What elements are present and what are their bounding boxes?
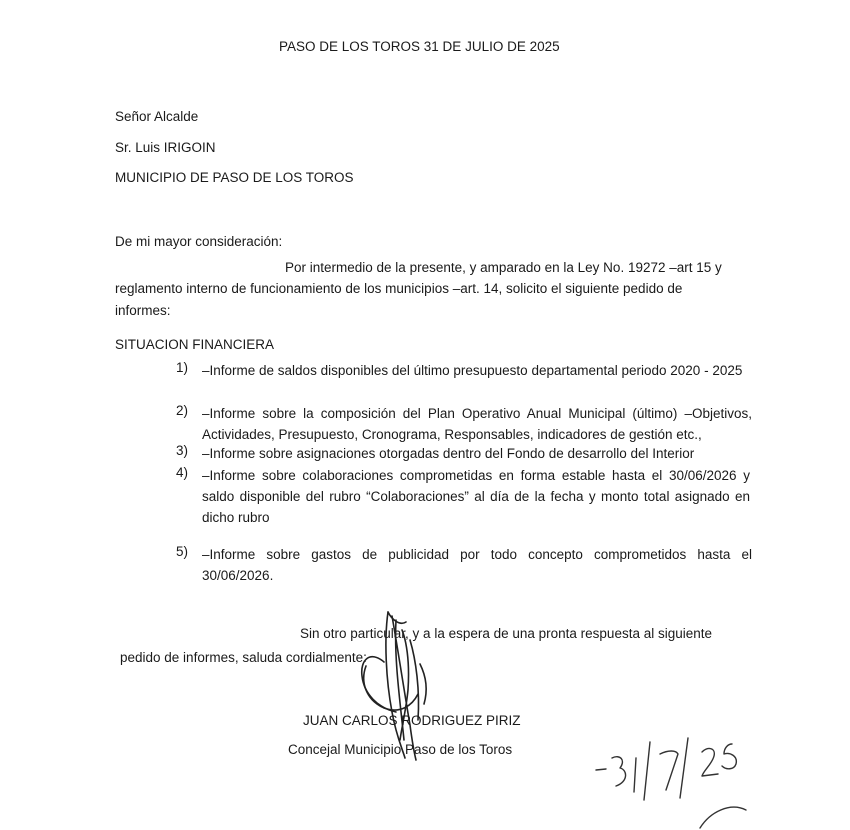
date-line: PASO DE LOS TOROS 31 DE JULIO DE 2025 xyxy=(279,39,560,54)
list-item-number: 3) xyxy=(176,443,189,458)
intro-line-2: reglamento interno de funcionamiento de los municipios –art. 14, solicito el siguiente pedido de xyxy=(115,281,683,296)
list-item-text: –Informe de saldos disponibles del último presupuesto departamental periodo 2020 - 2025 xyxy=(202,363,743,378)
recipient-name: Sr. Luis IRIGOIN xyxy=(115,140,216,155)
salutation: De mi mayor consideración: xyxy=(115,234,283,249)
intro-line-3: informes: xyxy=(115,303,171,318)
signer-role: Concejal Municipio Paso de los Toros xyxy=(288,742,513,757)
list-item-number: 2) xyxy=(176,403,189,418)
recipient-title: Señor Alcalde xyxy=(115,109,199,124)
section-title: SITUACION FINANCIERA xyxy=(115,337,275,352)
list-item-text: –Informe sobre la composición del Plan Operativo Anual Municipal (último) –Objetivos, Actividades, Presupuesto, Cronograma, Responsables, indicadores de gestión etc., xyxy=(202,406,752,442)
list-item-text: –Informe sobre gastos de publicidad por todo concepto comprometidos hasta el 30/06/2026. xyxy=(202,547,752,583)
closing-line-2: pedido de informes, saluda cordialmente: xyxy=(120,650,367,665)
signer-name: JUAN CARLOS RODRIGUEZ PIRIZ xyxy=(303,713,521,728)
list-item-number: 5) xyxy=(176,544,189,559)
list-item-text: –Informe sobre asignaciones otorgadas dentro del Fondo de desarrollo del Interior xyxy=(202,446,695,461)
closing-line-1: Sin otro particular, y a la espera de una pronta respuesta al siguiente xyxy=(300,626,713,641)
request-list xyxy=(176,360,756,590)
recipient-institution: MUNICIPIO DE PASO DE LOS TOROS xyxy=(115,170,354,185)
list-item-number: 4) xyxy=(176,465,189,480)
list-item-number: 1) xyxy=(176,360,189,375)
intro-line-1: Por intermedio de la presente, y amparado en la Ley No. 19272 –art 15 y xyxy=(285,260,722,275)
list-item-text: –Informe sobre colaboraciones comprometidas en forma estable hasta el 30/06/2026 y saldo disponible del rubro “Colaboraciones” al día de la fecha y monto total asignado en dicho rubro xyxy=(202,468,750,525)
